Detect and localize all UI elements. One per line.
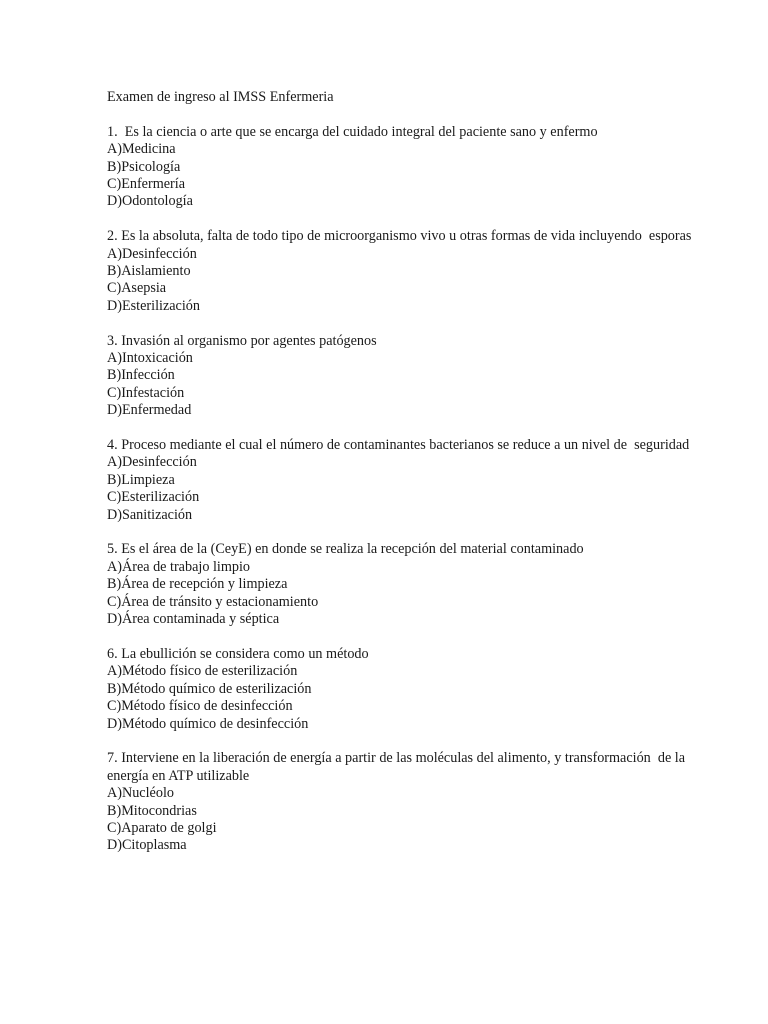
answer-option: D)Área contaminada y séptica bbox=[107, 611, 280, 628]
question-text bbox=[107, 228, 707, 245]
question-6 bbox=[107, 646, 707, 733]
question-prompt: Es la absoluta, falta de todo tipo de microorganismo vivo u otras formas de vida incluyendo esporas bbox=[117, 228, 692, 245]
document-page bbox=[107, 89, 707, 855]
answer-option: D)Enfermedad bbox=[107, 402, 192, 419]
question-text bbox=[107, 750, 707, 785]
answer-option: B)Mitocondrias bbox=[107, 802, 197, 819]
answer-option: C)Infestación bbox=[107, 384, 185, 401]
document-title: Examen de ingreso al IMSS Enfermeria bbox=[107, 89, 334, 105]
question-number: 2. bbox=[107, 228, 118, 245]
question-number: 1. bbox=[107, 123, 118, 140]
question-prompt: Es la ciencia o arte que se encarga del cuidado integral del paciente sano y enfermo bbox=[117, 123, 598, 140]
answer-option: D)Esterilización bbox=[107, 297, 200, 314]
answer-option: C)Método físico de desinfección bbox=[107, 698, 293, 715]
question-prompt: Proceso mediante el cual el número de contaminantes bacterianos se reduce a un nivel de seguridad bbox=[117, 437, 690, 454]
question-text bbox=[107, 646, 707, 663]
answer-option: D)Método químico de desinfección bbox=[107, 715, 309, 732]
answer-option: A)Método físico de esterilización bbox=[107, 663, 298, 680]
question-number: 3. bbox=[107, 332, 118, 349]
question-prompt: Invasión al organismo por agentes patógenos bbox=[117, 332, 377, 349]
answer-option: A)Intoxicación bbox=[107, 350, 193, 367]
question-prompt: Es el área de la (CeyE) en donde se realiza la recepción del material contaminado bbox=[117, 541, 584, 558]
question-prompt: La ebullición se considera como un método bbox=[117, 645, 369, 662]
question-1 bbox=[107, 124, 707, 211]
question-2 bbox=[107, 228, 707, 315]
question-7 bbox=[107, 750, 707, 854]
answer-option: C)Área de tránsito y estacionamiento bbox=[107, 593, 319, 610]
question-number: 6. bbox=[107, 645, 118, 662]
question-prompt: Interviene en la liberación de energía a partir de las moléculas del alimento, y transformación de la energía en ATP utilizable bbox=[107, 750, 689, 784]
question-3 bbox=[107, 333, 707, 420]
answer-option: C)Aparato de golgi bbox=[107, 819, 217, 836]
answer-option: D)Sanitización bbox=[107, 506, 193, 523]
question-text bbox=[107, 333, 707, 350]
answer-option: B)Psicología bbox=[107, 158, 181, 175]
question-number: 4. bbox=[107, 437, 118, 454]
answer-option: A)Medicina bbox=[107, 141, 176, 158]
answer-option: C)Enfermería bbox=[107, 176, 185, 193]
question-5 bbox=[107, 541, 707, 628]
answer-option: B)Infección bbox=[107, 367, 175, 384]
answer-option: A)Nucléolo bbox=[107, 785, 174, 802]
answer-option: A)Área de trabajo limpio bbox=[107, 558, 251, 575]
question-number: 5. bbox=[107, 541, 118, 558]
question-number: 7. bbox=[107, 750, 118, 767]
answer-option: C)Asepsia bbox=[107, 280, 167, 297]
question-text bbox=[107, 437, 707, 454]
answer-option: B)Método químico de esterilización bbox=[107, 680, 312, 697]
answer-option: B)Área de recepción y limpieza bbox=[107, 576, 288, 593]
answer-option: A)Desinfección bbox=[107, 245, 197, 262]
answer-option: B)Aislamiento bbox=[107, 263, 191, 280]
question-text bbox=[107, 541, 707, 558]
question-text bbox=[107, 124, 707, 141]
answer-option: B)Limpieza bbox=[107, 471, 175, 488]
answer-option: D)Odontología bbox=[107, 193, 193, 210]
answer-option: A)Desinfección bbox=[107, 454, 197, 471]
question-4 bbox=[107, 437, 707, 524]
answer-option: C)Esterilización bbox=[107, 489, 200, 506]
answer-option: D)Citoplasma bbox=[107, 837, 187, 854]
